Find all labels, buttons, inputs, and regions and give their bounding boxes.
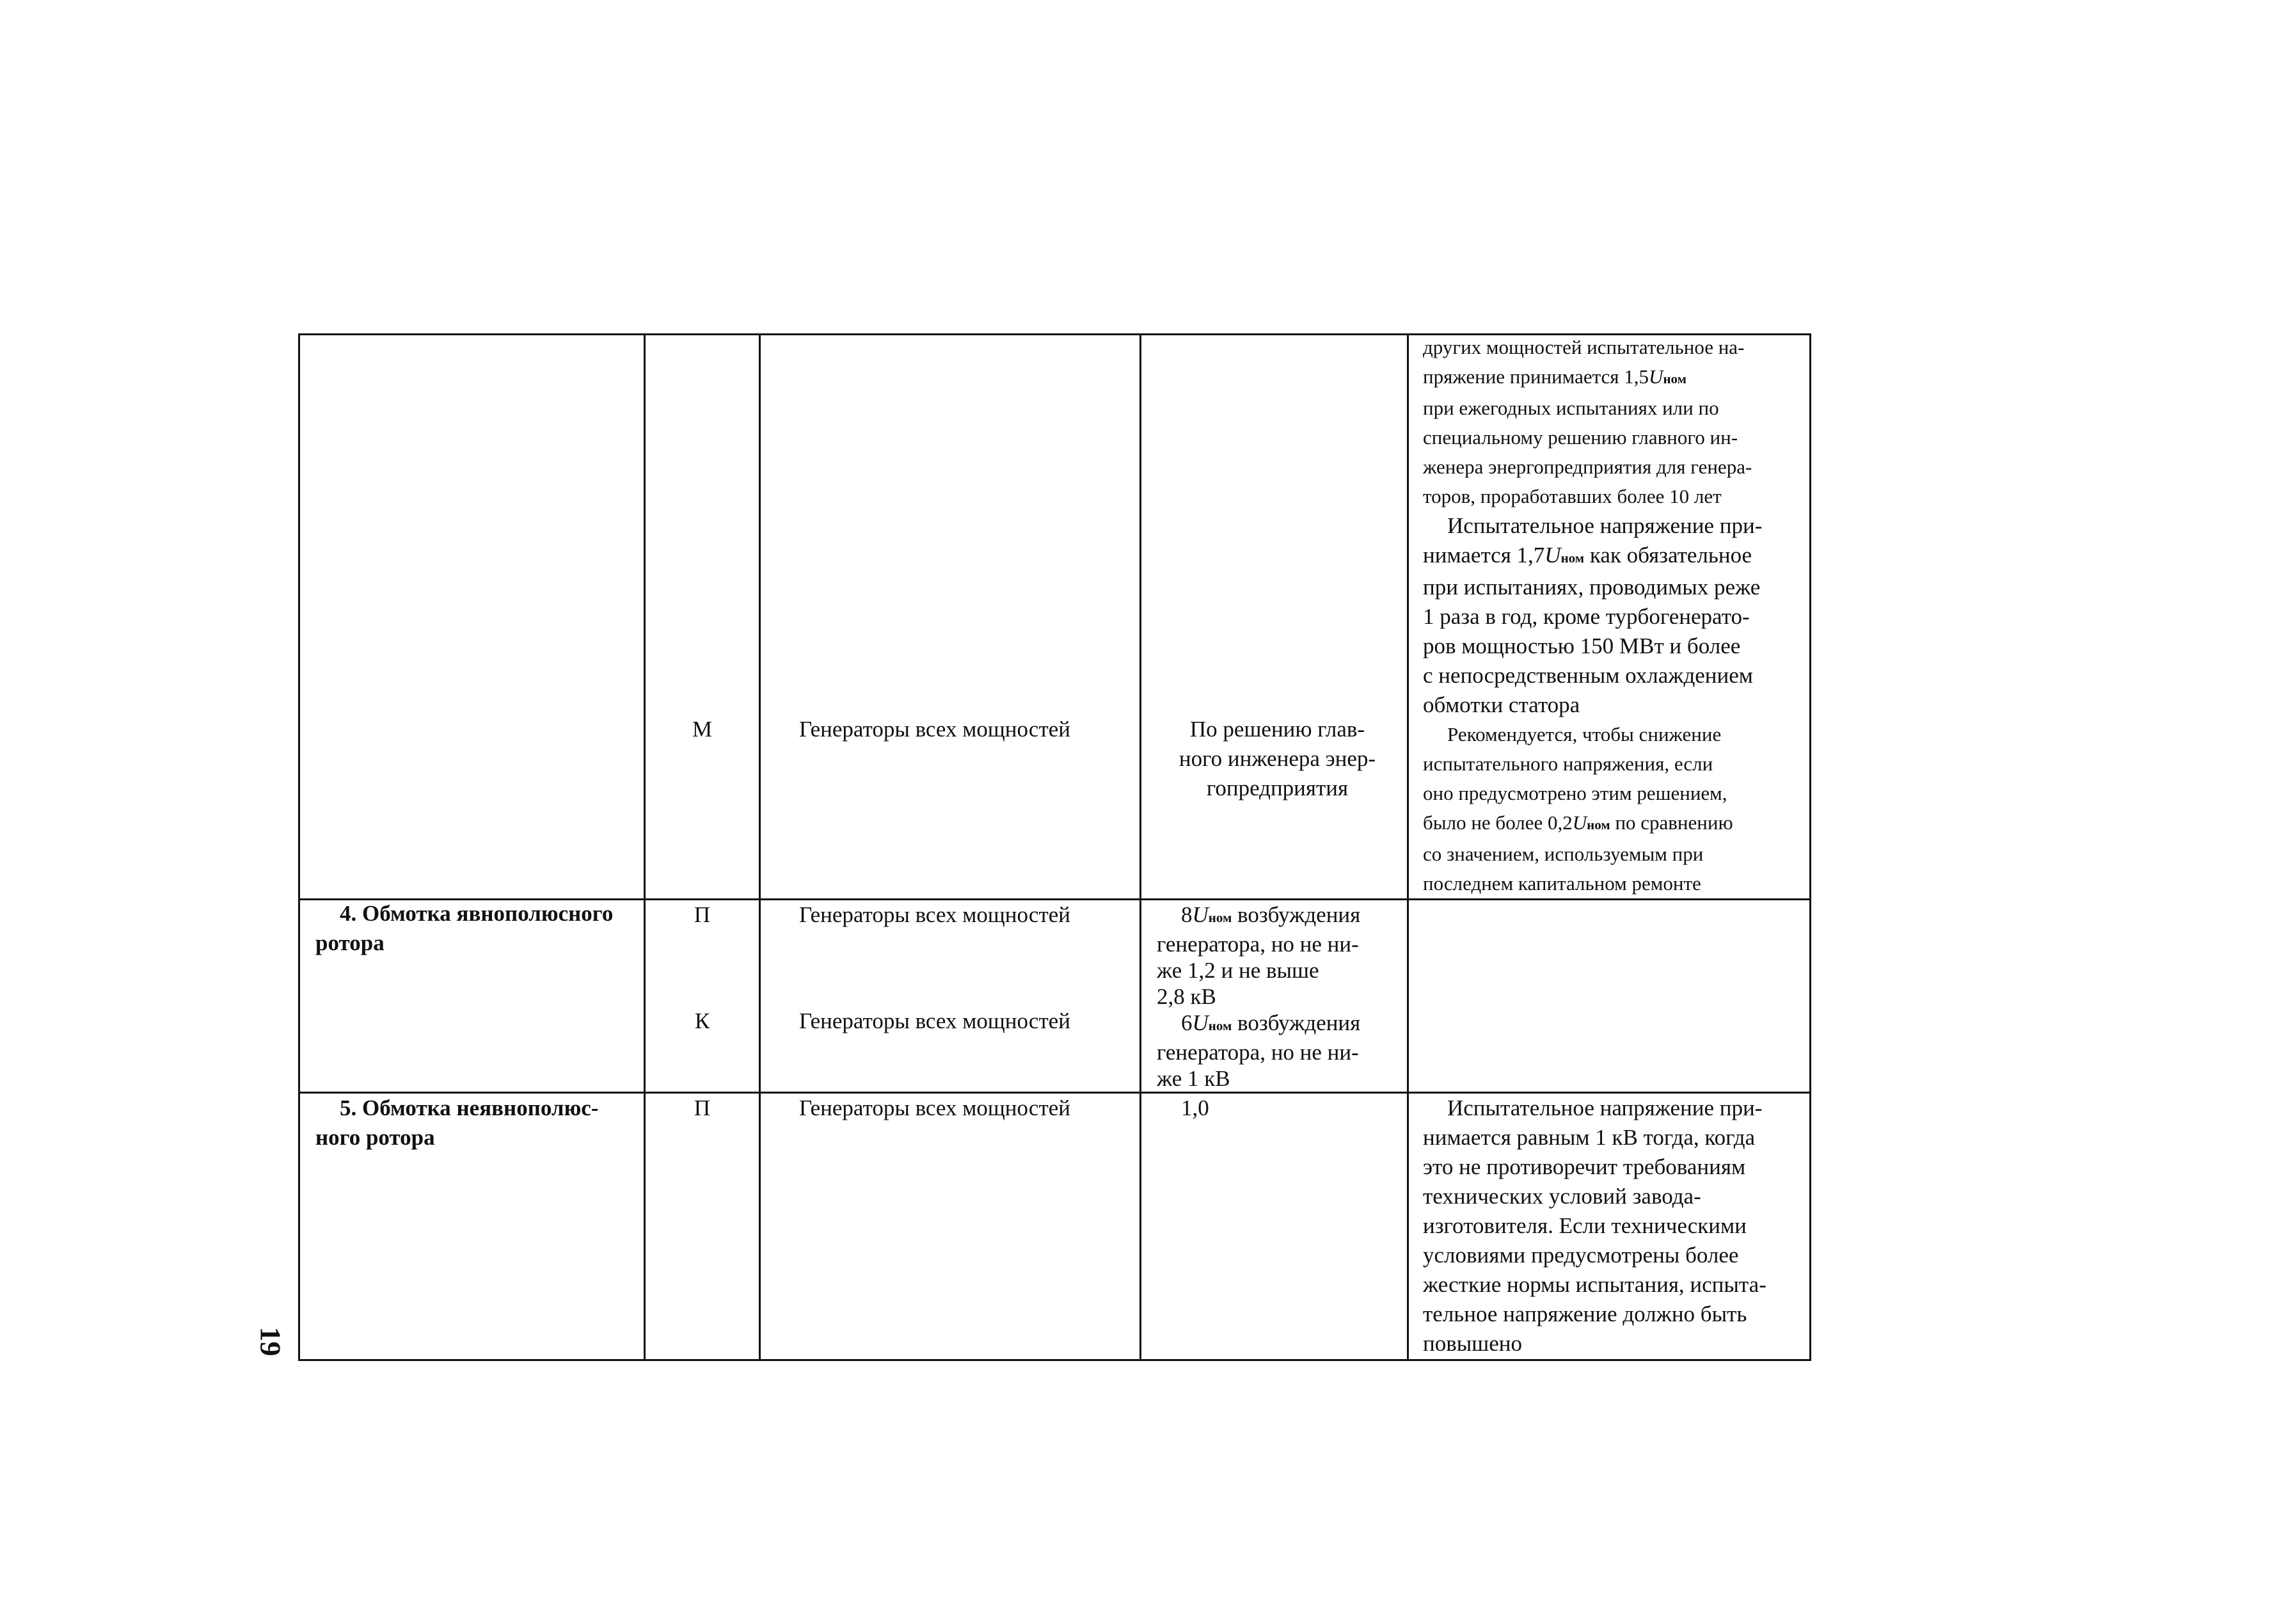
table-row [299,1093,1811,1360]
code-m: М [692,717,713,742]
note-a-text: других мощностей испытательное на- пряжение принимается 1,5 [1423,336,1745,388]
note-c [1423,720,1800,898]
code-p: П [694,1095,711,1120]
norm-k-text: 6 [1181,1010,1193,1035]
note-c-text: Рекомендуется, чтобы снижение испытательного напряжения, если оно предусмотрено этим решением, было не более 0,2 [1423,723,1727,834]
u-subscript: ном [1663,371,1687,386]
u-subscript: ном [1208,1018,1232,1033]
u-symbol: U [1649,365,1663,388]
code-cell [645,335,760,900]
section-cell [299,900,645,1093]
u-symbol: U [1544,543,1561,568]
u-symbol: U [1192,902,1209,927]
generators-cell [760,1093,1141,1360]
note-b [1423,511,1800,720]
u-subscript: ном [1587,817,1610,832]
test-norms-table [298,333,1811,1361]
norm-p-text-2: возбуждения генератора, но не ни- же 1,2 и не выше 2,8 кВ [1157,902,1361,1009]
norm-cell [1141,335,1408,900]
table-row [299,900,1811,1093]
norm-k-text-2: возбуждения генератора, но не ни- же 1 кВ [1157,1010,1361,1091]
code-cell [645,900,760,1093]
section-title-5: 5. Обмотка неявнополюс- ного ротора [315,1095,599,1150]
section-cell [299,1093,645,1360]
generators-text: Генераторы всех мощностей [799,717,1070,742]
norm-k [1157,1010,1398,1092]
norm-text: По решению глав- ного инженера энер- гопредприятия [1179,717,1376,800]
note-b-text: Испытательное напряжение при- нимается 1,7 [1423,513,1763,568]
norm-text: 1,0 [1181,1095,1209,1120]
code-k: К [694,1008,710,1033]
u-symbol: U [1192,1010,1209,1035]
code-cell [645,1093,760,1360]
generators-cell [760,900,1141,1093]
note-cell [1408,900,1811,1093]
note-a [1423,333,1800,511]
note-cell [1408,335,1811,900]
norm-cell [1141,1093,1408,1360]
norm-p [1157,902,1398,1010]
page-number: 19 [254,1326,287,1357]
generators-text: Генераторы всех мощностей [799,1095,1070,1120]
u-subscript: ном [1208,910,1232,925]
table-row [299,335,1811,900]
note-b-text-2: как обязательное при испытаниях, проводимых реже 1 раза в год, кроме турбогенерато- ров мощностью 150 МВт и более с непосредственным охлаждением обмотки статора [1423,543,1761,717]
u-subscript: ном [1560,550,1585,566]
generators-text-k: Генераторы всех мощностей [799,1008,1070,1033]
note-c-text-2: по сравнению со значением, используемым при последнем капитальном ремонте [1423,811,1733,895]
note-cell [1408,1093,1811,1360]
note-text: Испытательное напряжение при- нимается равным 1 кВ тогда, когда это не противоречит требованиям технических условий завода- изготовителя. Если техническими условиями предусмотрены более жесткие нормы испытания, испыта- тельное напряжение должно быть повышено [1423,1095,1766,1356]
norm-cell [1141,900,1408,1093]
generators-text-p: Генераторы всех мощностей [799,902,1070,927]
norm-p-text: 8 [1181,902,1193,927]
code-p: П [694,902,711,927]
section-cell [299,335,645,900]
section-title-4: 4. Обмотка явнополюсного ротора [315,901,614,955]
generators-cell [760,335,1141,900]
note-a-text-2: при ежегодных испытаниях или по специальному решению главного ин- женера энергопредприятия для генера- торов, проработавших более 10 лет [1423,397,1752,507]
u-symbol: U [1572,811,1587,834]
